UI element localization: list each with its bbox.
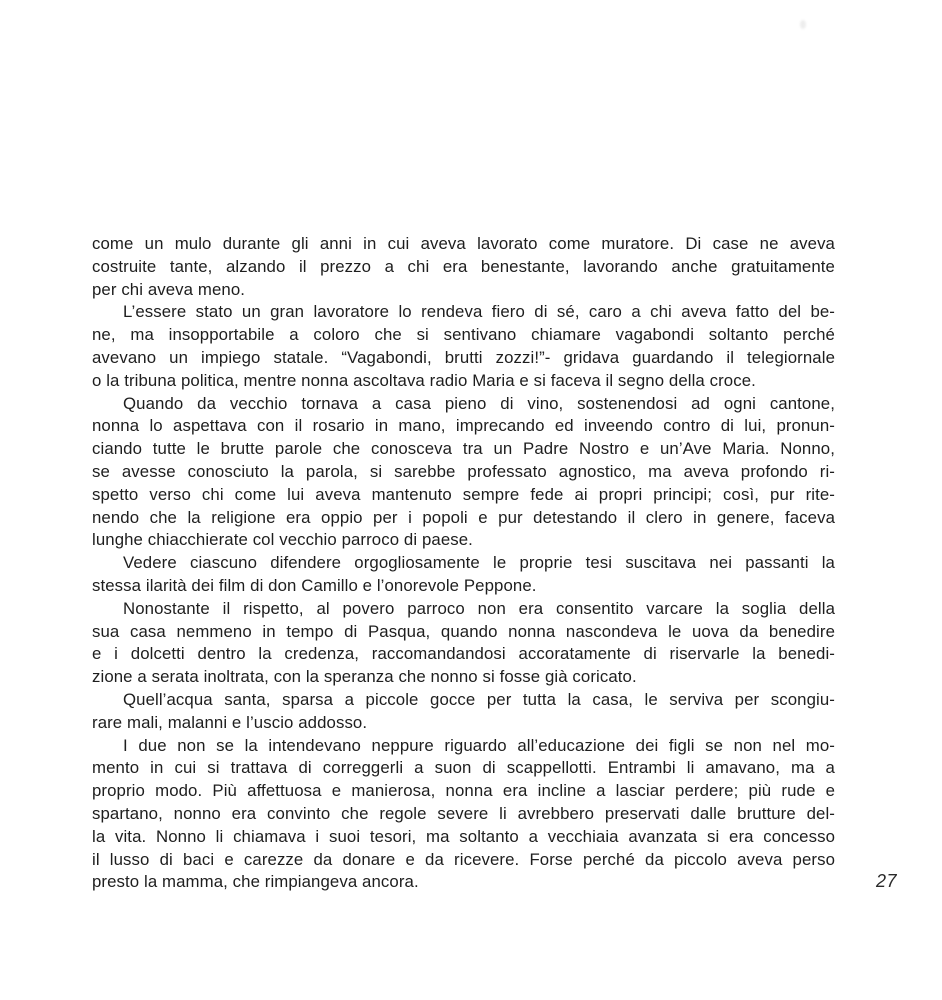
- text-line: nendo che la religione era oppio per i popoli e pur detestando il clero in genere, faceva: [92, 507, 835, 527]
- text-line: rare mali, malanni e l’uscio addosso.: [92, 712, 368, 732]
- text-line: o la tribuna politica, mentre nonna ascoltava radio Maria e si faceva il segno della croce.: [92, 370, 756, 390]
- scan-smudge-artifact: [800, 20, 806, 29]
- text-line: nonna lo aspettava con il rosario in mano, imprecando ed inveendo contro di lui, pronun-: [92, 416, 835, 436]
- text-line: la vita. Nonno li chiamava i suoi tesori, ma soltanto a vecchiaia avanzata si era concesso: [92, 826, 835, 846]
- text-line: mento in cui si trattava di correggerli a suon di scappellotti. Entrambi li amavano, ma a: [92, 758, 835, 778]
- text-line: come un mulo durante gli anni in cui aveva lavorato come muratore. Di case ne aveva: [92, 234, 835, 253]
- text-line: presto la mamma, che rimpiangeva ancora.: [92, 872, 419, 892]
- text-line: Quell’acqua santa, sparsa a piccole gocce per tutta la casa, le serviva per scongiu-: [123, 689, 835, 709]
- text-line: spartano, nonno era convinto che regole severe li avrebbero preservati dalle brutture del-: [92, 803, 835, 823]
- text-line: il lusso di baci e carezze da donare e da ricevere. Forse perché da piccolo aveva perso: [92, 849, 835, 869]
- text-line: e i dolcetti dentro la credenza, raccomandandosi accoratamente di riservarle la benedi-: [92, 644, 835, 664]
- page-number: 27: [875, 871, 897, 891]
- text-line: costruite tante, alzando il prezzo a chi era benestante, lavorando anche gratuitamente: [92, 256, 835, 276]
- text-line: ne, ma insopportabile a coloro che si sentivano chiamare vagabondi soltanto perché: [92, 325, 835, 345]
- text-line: Vedere ciascuno difendere orgogliosamente le proprie tesi suscitava nei passanti la: [123, 553, 835, 573]
- text-line: per chi aveva meno.: [92, 279, 246, 299]
- text-line: Quando da vecchio tornava a casa pieno di vino, sostenendosi ad ogni cantone,: [123, 393, 835, 413]
- text-line: L’essere stato un gran lavoratore lo rendeva fiero di sé, caro a chi aveva fatto del be-: [123, 302, 835, 322]
- text-line: proprio modo. Più affettuosa e manierosa, nonna era incline a lasciar perdere; più rude e: [92, 781, 835, 801]
- text-line: spetto verso chi come lui aveva mantenuto sempre fede ai propri principi; così, pur rite-: [92, 484, 835, 504]
- text-line: ciando tutte le brutte parole che conosceva tra un Padre Nostro e un’Ave Maria. Nonno,: [92, 439, 835, 459]
- text-line: zione a serata inoltrata, con la speranza che nonno si fosse già coricato.: [92, 667, 637, 687]
- text-line: stessa ilarità dei film di don Camillo e l’onorevole Peppone.: [92, 575, 537, 595]
- text-line: sua casa nemmeno in tempo di Pasqua, quando nonna nascondeva le uova da benedire: [92, 621, 835, 641]
- text-block: [92, 233, 835, 894]
- text-line: avevano un impiego statale. “Vagabondi, brutti zozzi!”- gridava guardando il telegiornale: [92, 347, 835, 367]
- text-line: Nonostante il rispetto, al povero parroco non era consentito varcare la soglia della: [123, 598, 835, 618]
- text-line: se avesse conosciuto la parola, si sarebbe professato agnostico, ma aveva profondo ri-: [92, 461, 835, 481]
- text-line: lunghe chiacchierate col vecchio parroco di paese.: [92, 530, 473, 550]
- text-line: I due non se la intendevano neppure riguardo all’educazione dei figli se non nel mo-: [123, 735, 835, 755]
